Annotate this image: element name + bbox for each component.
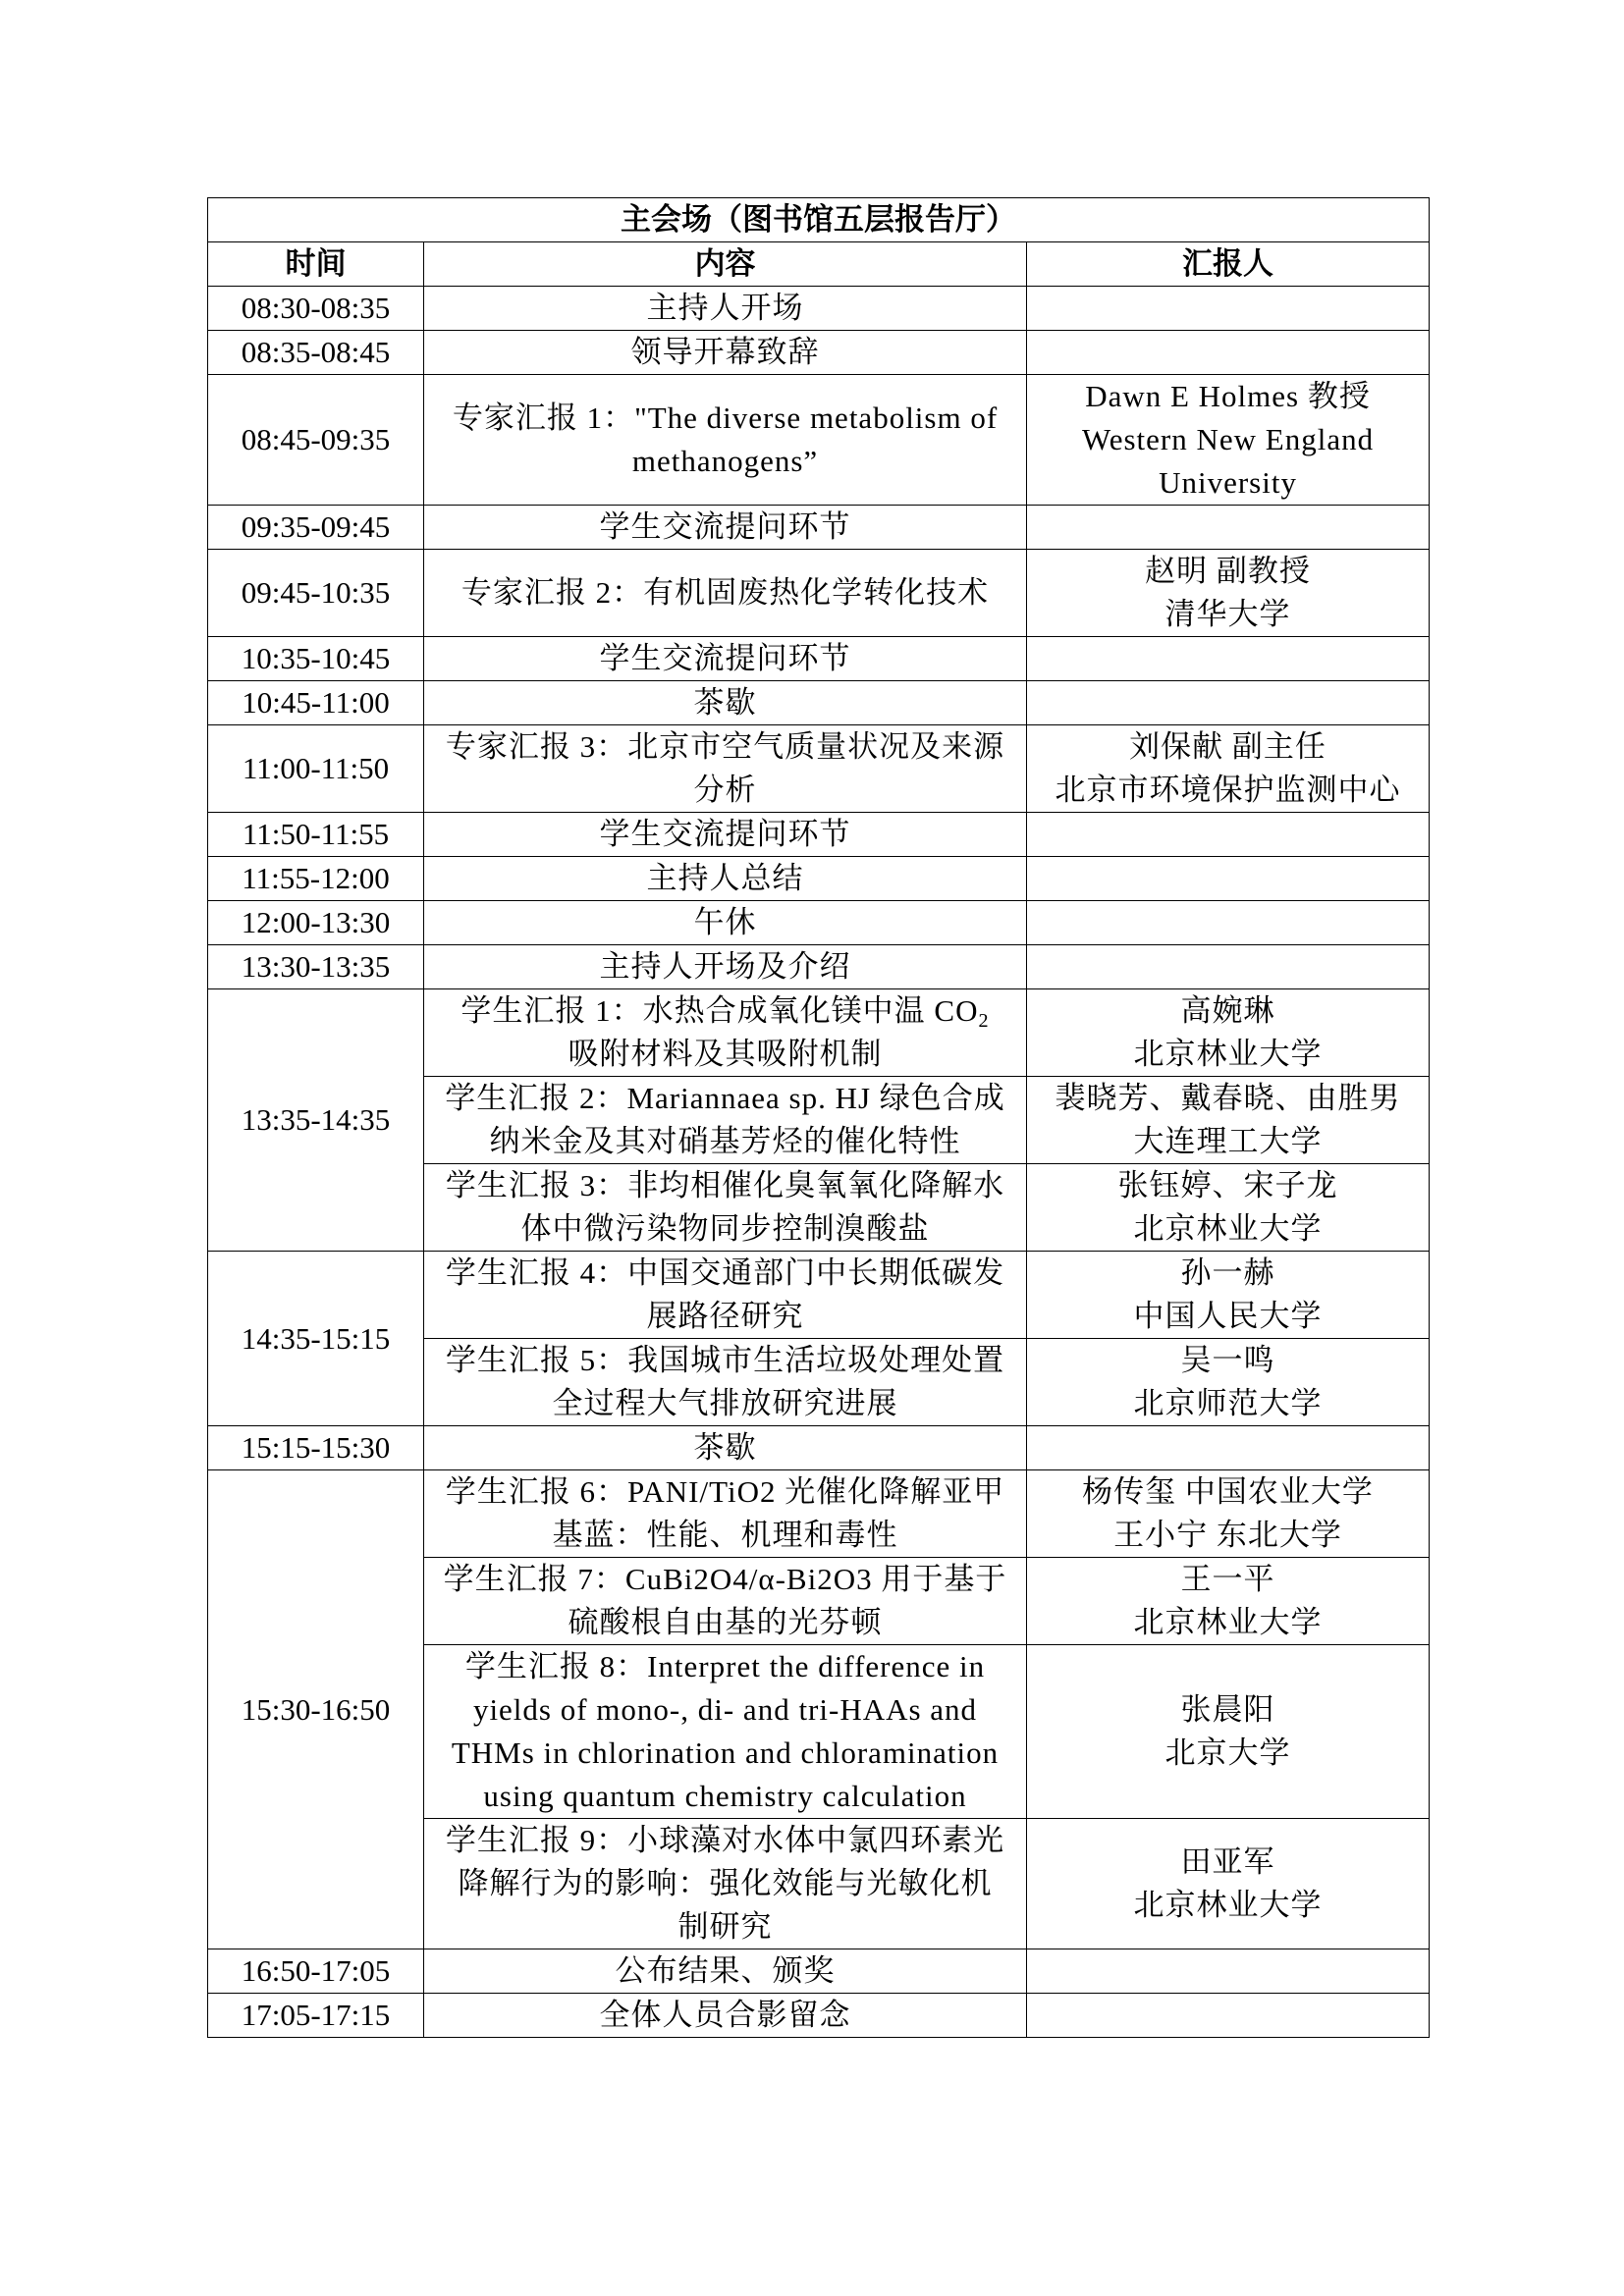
- table-row: [208, 813, 1430, 857]
- time-cell: 15:30-16:50: [208, 1470, 424, 1949]
- content-cell: [424, 989, 1027, 1077]
- table-row: [208, 945, 1430, 989]
- content-line: 学生汇报 8：Interpret the difference in: [464, 1649, 986, 1683]
- time-cell: 08:45-09:35: [208, 375, 424, 506]
- speaker-cell: [1027, 1426, 1430, 1470]
- table-row: [208, 375, 1430, 506]
- speaker-cell: [1027, 287, 1430, 331]
- time-cell: 13:30-13:35: [208, 945, 424, 989]
- speaker-line: Western New England: [1081, 422, 1375, 456]
- content-line: 吸附材料及其吸附机制: [568, 1037, 883, 1071]
- time-cell: 14:35-15:15: [208, 1252, 424, 1426]
- speaker-cell: [1027, 1994, 1430, 2038]
- speaker-line: 田亚军: [1180, 1844, 1275, 1879]
- speaker-cell: [1027, 857, 1430, 901]
- table-title: 主会场（图书馆五层报告厅）: [208, 198, 1430, 242]
- table-row: [208, 901, 1430, 945]
- table-header-row: [208, 242, 1430, 287]
- table-row: [208, 681, 1430, 725]
- content-cell: 公布结果、颁奖: [424, 1949, 1027, 1994]
- speaker-line: 北京林业大学: [1133, 1888, 1323, 1922]
- speaker-cell: [1027, 1164, 1430, 1252]
- time-cell: 16:50-17:05: [208, 1949, 424, 1994]
- speaker-line: 大连理工大学: [1133, 1124, 1323, 1158]
- content-cell: [424, 1077, 1027, 1164]
- time-cell: 10:35-10:45: [208, 637, 424, 681]
- content-cell: [424, 375, 1027, 506]
- content-cell: [424, 725, 1027, 813]
- speaker-line: 中国人民大学: [1133, 1299, 1323, 1333]
- content-cell: 学生交流提问环节: [424, 506, 1027, 550]
- content-cell: 主持人总结: [424, 857, 1027, 901]
- time-cell: 10:45-11:00: [208, 681, 424, 725]
- table-row: [208, 989, 1430, 1077]
- content-cell: 茶歇: [424, 681, 1027, 725]
- time-cell: 17:05-17:15: [208, 1994, 424, 2038]
- speaker-line: 王一平: [1180, 1562, 1275, 1596]
- content-cell: 主持人开场及介绍: [424, 945, 1027, 989]
- content-cell: 主持人开场: [424, 287, 1027, 331]
- content-cell: 领导开幕致辞: [424, 331, 1027, 375]
- speaker-line: 张钰婷、宋子龙: [1117, 1168, 1338, 1202]
- speaker-line: Dawn E Holmes 教授: [1085, 379, 1371, 413]
- table-row: [208, 287, 1430, 331]
- content-line: 硫酸根自由基的光芬顿: [568, 1605, 883, 1639]
- time-cell: 15:15-15:30: [208, 1426, 424, 1470]
- content-line: 体中微污染物同步控制溴酸盐: [520, 1211, 930, 1246]
- content-line: 分析: [693, 773, 757, 807]
- speaker-line: 孙一赫: [1180, 1255, 1275, 1290]
- speaker-cell: [1027, 989, 1430, 1077]
- table-row: [208, 1426, 1430, 1470]
- content-cell: 学生交流提问环节: [424, 637, 1027, 681]
- speaker-cell: [1027, 813, 1430, 857]
- speaker-cell: [1027, 681, 1430, 725]
- speaker-line: 北京林业大学: [1133, 1037, 1323, 1071]
- speaker-cell: [1027, 550, 1430, 637]
- table-row: [208, 1994, 1430, 2038]
- speaker-cell: [1027, 1558, 1430, 1645]
- content-cell: [424, 1558, 1027, 1645]
- content-line: yields of mono-, di- and tri-HAAs and: [472, 1692, 978, 1727]
- content-cell: [424, 1470, 1027, 1558]
- table-row: [208, 857, 1430, 901]
- table-row: [208, 1252, 1430, 1339]
- content-cell: 专家汇报 2：有机固废热化学转化技术: [424, 550, 1027, 637]
- content-line: using quantum chemistry calculation: [483, 1779, 967, 1813]
- speaker-line: 北京师范大学: [1133, 1386, 1323, 1420]
- content-line: methanogens”: [631, 444, 819, 478]
- content-cell: 午休: [424, 901, 1027, 945]
- speaker-cell: [1027, 506, 1430, 550]
- table-row: [208, 550, 1430, 637]
- speaker-line: 北京林业大学: [1133, 1211, 1323, 1246]
- table-row: [208, 506, 1430, 550]
- schedule-table: [207, 197, 1430, 2038]
- content-line: 专家汇报 1："The diverse metabolism of: [452, 400, 999, 435]
- speaker-line: 清华大学: [1164, 597, 1291, 631]
- time-cell: 09:35-09:45: [208, 506, 424, 550]
- content-line: 学生汇报 7：CuBi2O4/α-Bi2O3 用于基于: [443, 1562, 1007, 1596]
- speaker-cell: [1027, 901, 1430, 945]
- content-cell: 茶歇: [424, 1426, 1027, 1470]
- speaker-cell: [1027, 1339, 1430, 1426]
- speaker-line: 北京大学: [1164, 1735, 1291, 1770]
- speaker-line: 杨传玺 中国农业大学: [1082, 1474, 1374, 1509]
- content-line: 学生汇报 4：中国交通部门中长期低碳发: [445, 1255, 1005, 1290]
- content-line: 制研究: [677, 1909, 773, 1944]
- speaker-line: 刘保献 副主任: [1129, 729, 1326, 764]
- content-cell: 学生交流提问环节: [424, 813, 1027, 857]
- content-line: 基蓝：性能、机理和毒性: [552, 1518, 898, 1552]
- content-line: 专家汇报 3：北京市空气质量状况及来源: [445, 729, 1005, 764]
- speaker-line: 吴一鸣: [1180, 1343, 1275, 1377]
- content-cell: [424, 1339, 1027, 1426]
- content-line: 展路径研究: [646, 1299, 804, 1333]
- speaker-cell: [1027, 725, 1430, 813]
- speaker-line: 裴晓芳、戴春晓、由胜男: [1055, 1081, 1401, 1115]
- speaker-line: 张晨阳: [1180, 1692, 1275, 1727]
- header-content: 内容: [424, 242, 1027, 287]
- table-row: [208, 1949, 1430, 1994]
- content-cell: [424, 1819, 1027, 1949]
- speaker-cell: [1027, 1645, 1430, 1819]
- speaker-line: 北京林业大学: [1133, 1605, 1323, 1639]
- speaker-line: 北京市环境保护监测中心: [1055, 773, 1401, 807]
- speaker-cell: [1027, 1077, 1430, 1164]
- content-line: 学生汇报 2：Mariannaea sp. HJ 绿色合成: [445, 1081, 1005, 1115]
- content-line: 全过程大气排放研究进展: [552, 1386, 898, 1420]
- time-cell: 11:00-11:50: [208, 725, 424, 813]
- speaker-cell: [1027, 1470, 1430, 1558]
- content-line: 学生汇报 9：小球藻对水体中氯四环素光: [445, 1823, 1005, 1857]
- content-line: 纳米金及其对硝基芳烃的催化特性: [489, 1124, 961, 1158]
- speaker-cell: [1027, 331, 1430, 375]
- content-cell: [424, 1645, 1027, 1819]
- header-speaker: 汇报人: [1027, 242, 1430, 287]
- time-cell: 13:35-14:35: [208, 989, 424, 1252]
- speaker-cell: [1027, 375, 1430, 506]
- content-line: 学生汇报 6：PANI/TiO2 光催化降解亚甲: [445, 1474, 1005, 1509]
- table-row: [208, 331, 1430, 375]
- header-time: 时间: [208, 242, 424, 287]
- time-cell: 08:30-08:35: [208, 287, 424, 331]
- speaker-cell: [1027, 637, 1430, 681]
- table-row: [208, 1470, 1430, 1558]
- speaker-line: 王小宁 东北大学: [1113, 1518, 1342, 1552]
- speaker-line: 高婉琳: [1180, 993, 1275, 1028]
- speaker-cell: [1027, 1949, 1430, 1994]
- content-cell: 全体人员合影留念: [424, 1994, 1027, 2038]
- content-line: 学生汇报 3：非均相催化臭氧氧化降解水: [445, 1168, 1005, 1202]
- time-cell: 11:50-11:55: [208, 813, 424, 857]
- content-cell: [424, 1252, 1027, 1339]
- content-cell: [424, 1164, 1027, 1252]
- time-cell: 12:00-13:30: [208, 901, 424, 945]
- speaker-line: University: [1159, 465, 1297, 500]
- table-title-row: [208, 198, 1430, 242]
- speaker-cell: [1027, 945, 1430, 989]
- speaker-line: 赵明 副教授: [1145, 554, 1311, 588]
- content-line: THMs in chlorination and chloramination: [451, 1735, 1000, 1770]
- time-cell: 11:55-12:00: [208, 857, 424, 901]
- time-cell: 08:35-08:45: [208, 331, 424, 375]
- content-line: 降解行为的影响：强化效能与光敏化机: [458, 1866, 993, 1900]
- table-row: [208, 725, 1430, 813]
- speaker-cell: [1027, 1819, 1430, 1949]
- speaker-cell: [1027, 1252, 1430, 1339]
- content-line: 学生汇报 5：我国城市生活垃圾处理处置: [445, 1343, 1005, 1377]
- time-cell: 09:45-10:35: [208, 550, 424, 637]
- content-line: 学生汇报 1：水热合成氧化镁中温 $CO_2$: [460, 993, 990, 1032]
- table-row: [208, 637, 1430, 681]
